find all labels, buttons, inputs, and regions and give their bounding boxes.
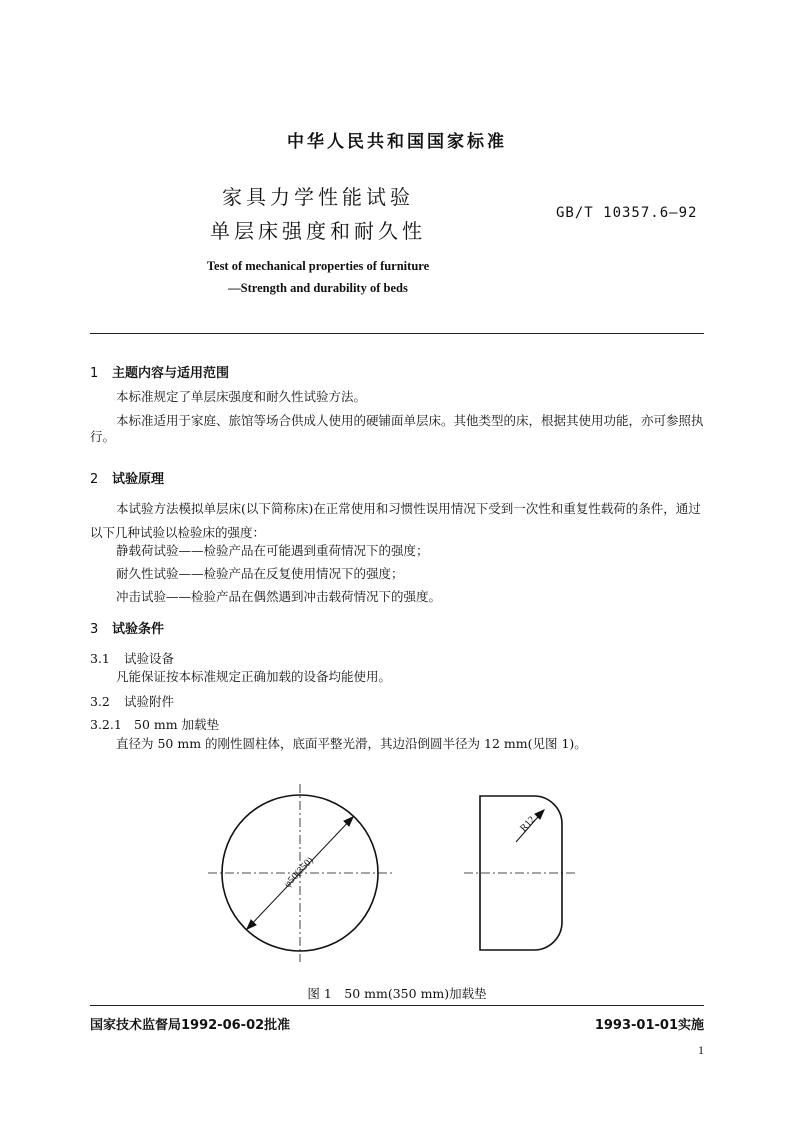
dimension-lines <box>247 810 544 929</box>
subsection-3-2-heading <box>90 692 174 710</box>
subsection-number: 3.2.1 <box>90 717 122 732</box>
footer-divider <box>90 1005 704 1006</box>
section-number: 1 <box>90 366 99 381</box>
paragraph: 本标准规定了单层床强度和耐久性试验方法。 <box>116 389 367 404</box>
document-title-line2: 单层床强度和耐久性 <box>210 219 426 243</box>
center-lines <box>208 784 576 962</box>
list-item: 冲击试验——检验产品在偶然遇到冲击载荷情况下的强度。 <box>116 589 442 604</box>
section-number: 2 <box>90 472 99 487</box>
standard-code: GB/T 10357.6—92 <box>556 205 698 221</box>
diameter-dimension-label: φ50(350) <box>282 855 316 891</box>
paragraph: 本标准适用于家庭、旅馆等场合供成人使用的硬铺面单层床。其他类型的床，根据其使用功能，亦可参照执行。 <box>90 413 704 444</box>
figure-caption: 图 1 50 mm(350 mm)加载垫 <box>307 986 487 1001</box>
section-title: 主题内容与适用范围 <box>112 366 230 381</box>
page-number: 1 <box>698 1043 704 1057</box>
figure-1-loading-pad-drawing <box>190 780 590 970</box>
subsection-3-1-heading <box>90 649 174 667</box>
approval-statement: 国家技术监督局1992-06-02批准 <box>90 1018 291 1033</box>
list-item: 耐久性试验——检验产品在反复使用情况下的强度； <box>116 566 404 581</box>
subsection-number: 3.1 <box>90 651 110 666</box>
subsection-title: 试验设备 <box>124 651 175 666</box>
section-number: 3 <box>90 622 99 637</box>
section-1-heading <box>90 362 229 381</box>
paragraph: 凡能保证按本标准规定正确加载的设备均能使用。 <box>116 669 392 684</box>
document-title-line1: 家具力学性能试验 <box>222 185 414 209</box>
header-divider <box>90 333 704 334</box>
section-title: 试验原理 <box>112 472 165 487</box>
subsection-title: 试验附件 <box>124 694 175 709</box>
subsection-title: 50 mm 加载垫 <box>134 717 220 732</box>
english-title-line1: Test of mechanical properties of furniture <box>206 259 430 273</box>
section-title: 试验条件 <box>112 622 165 637</box>
section-2-heading <box>90 468 164 487</box>
english-title-line2: —Strength and durability of beds <box>228 281 408 295</box>
national-standard-heading: 中华人民共和国国家标准 <box>287 132 507 152</box>
list-item: 静载荷试验——检验产品在可能遇到重荷情况下的强度； <box>116 543 429 558</box>
implementation-date: 1993-01-01实施 <box>594 1018 704 1033</box>
subsection-3-2-1-heading <box>90 715 219 733</box>
subsection-number: 3.2 <box>90 694 110 709</box>
paragraph: 本试验方法模拟单层床(以下简称床)在正常使用和习惯性误用情况下受到一次性和重复性载荷的条件，通过以下几种试验以检验床的强度： <box>90 501 701 540</box>
section-3-heading <box>90 618 164 637</box>
paragraph: 直径为 50 mm 的刚性圆柱体，底面平整光滑，其边沿倒圆半径为 12 mm(见图 1)。 <box>116 736 587 751</box>
radius-dimension-label: R12 <box>518 814 538 835</box>
